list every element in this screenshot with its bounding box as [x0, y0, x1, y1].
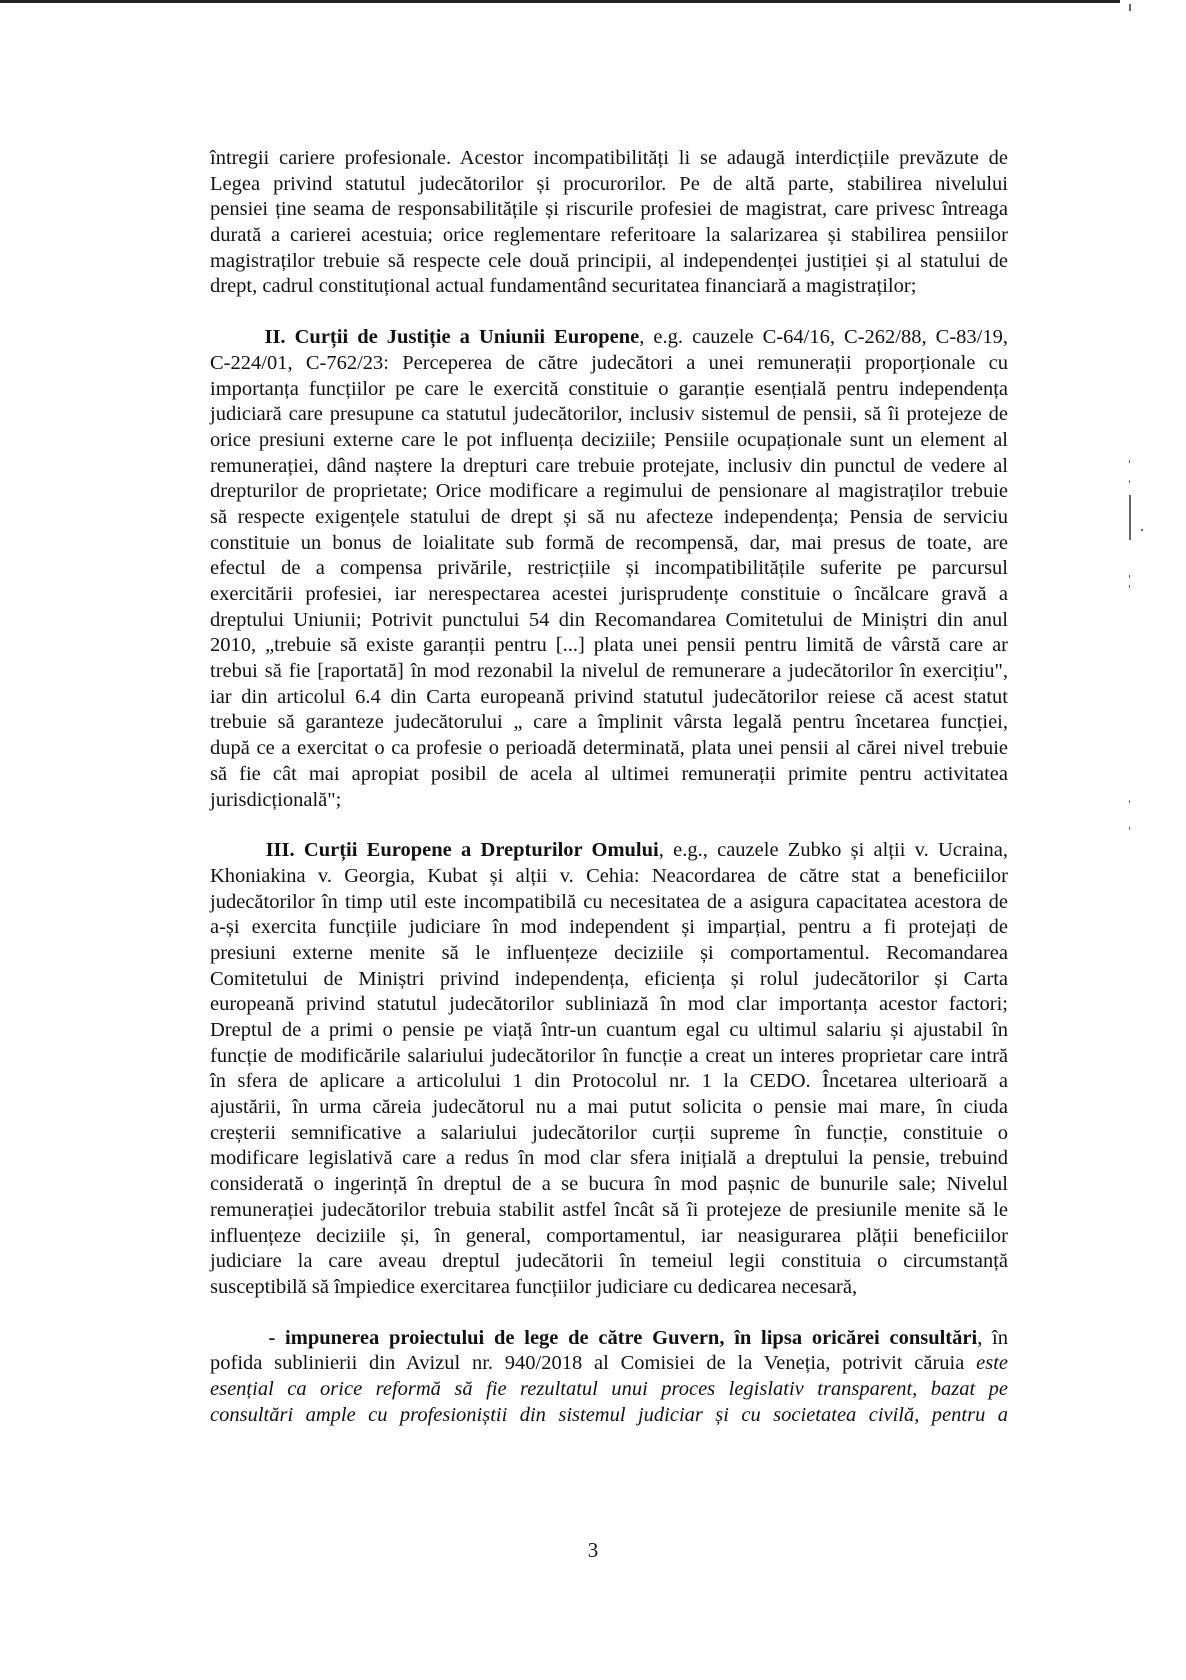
text-line: susceptibilă să împiedice exercitarea funcțiilor judiciare cu dedicarea necesară, — [210, 1275, 858, 1298]
bullet-heading-line — [210, 1326, 1008, 1352]
text-line: să respecte exigențele statului de drept și să nu afecteze independența; Pensia de serviciu — [210, 505, 1008, 528]
text-line: iar din articolul 6.4 din Carta europeană privind statutul judecătorilor reiese că acest statut — [210, 685, 1008, 708]
text-line — [210, 1351, 1008, 1377]
text-line: a-și exercita funcțiile judiciare în mod independent și imparțial, pentru a fi protejați de — [210, 916, 1008, 939]
scan-margin-mark — [1129, 480, 1130, 483]
scan-margin-mark — [1129, 827, 1130, 830]
section-heading: III. Curții Europene a Drepturilor Omului — [265, 839, 659, 862]
text-line: judecătorilor în timp util este incompatibilă cu necesitatea de a asigura capacitatea acestora de — [210, 890, 1008, 913]
italic-quote-line: consultări ample cu profesioniștii din sistemul judiciar și cu societatea civilă, pentru a — [210, 1403, 1008, 1426]
text-line: Legea privind statutul judecătorilor și procurorilor. Pe de altă parte, stabilirea nivelului — [210, 172, 1008, 195]
scan-margin-mark — [1141, 529, 1143, 531]
text-line: exercitării profesiei, iar nerespectarea acestei jurisprudențe constituie o încălcare gravă a — [210, 583, 1008, 605]
section-heading: II. Curții de Justiție a Uniunii Europene — [264, 326, 640, 349]
text-line: drept, cadrul constituțional actual fundamentând securitatea financiară a magistraților; — [210, 275, 917, 298]
scan-margin-mark — [1129, 575, 1130, 578]
text-line: funcție de modificările salariului judecătorilor în funcție a creat un interes proprietar care intră — [210, 1044, 1008, 1067]
text-line: modificare legislativă care a redus în mod clar sfera inițială a dreptului la pensie, trebuind — [210, 1147, 1008, 1170]
italic-quote-line: esențial ca orice reformă să fie rezultatul unui proces legislativ transparent, bazat pe — [210, 1377, 1008, 1400]
text-line: să fie cât mai apropiat posibil de acela al ultimei remunerații primite pentru activitatea — [210, 762, 1008, 785]
text-line: 2010, „trebuie să existe garanții pentru [...] plata unei pensii pentru limită de vârstă care ar — [210, 634, 1008, 657]
text-line: C-224/01, C-762/23: Perceperea de către judecători a unei remunerații proporționale cu — [210, 351, 1008, 374]
text-line: magistraților trebuie să respecte cele două principii, al independenței justiției și al statului de — [210, 249, 1008, 272]
section-cedo — [210, 838, 1008, 1300]
text-line: Khoniakina v. Georgia, Kubat și alții v. Cehia: Neacordarea de către stat a beneficiilor — [210, 864, 1008, 887]
text-line: europeană privind statutul judecătorilor subliniază în mod clar importanța acestor factori; — [210, 993, 1008, 1016]
text-line: ajustării, în urma căreia judecătorul nu a mai putut solicita o pensie mai mare, în ciuda — [210, 1096, 1008, 1119]
paragraph-intro — [210, 146, 1008, 300]
bullet-indent — [210, 1327, 268, 1349]
text-line: trebui să fie [raportată] în mod rezonabil la nivelul de remunerare a judecătorilor în exercițiu", — [210, 660, 1008, 683]
bullet-heading-rest: , în — [977, 1326, 1009, 1349]
text-line: Comitetului de Miniștri privind independența, eficiența și rolul judecătorilor și Carta — [210, 967, 1008, 990]
text-line: influențeze deciziile și, în general, comportamentul, iar neasigurarea plății beneficiilor — [210, 1224, 1008, 1247]
text-line: constituie un bonus de loialitate sub formă de recompensă, dar, mai presus de toate, are — [210, 531, 1008, 554]
section-heading-indent — [210, 326, 264, 348]
text-line: orice presiuni externe care le pot influența deciziile; Pensiile ocupaționale sunt un element al — [210, 428, 1008, 451]
section-heading-indent — [210, 839, 266, 861]
text-line: pensiei ține seama de responsabilitățile și riscurile profesiei de magistrat, care privesc întreaga — [210, 198, 1008, 221]
text-line: efectul de a compensa privările, restricțiile și incompatibilitățile suferite pe parcursul — [210, 557, 1008, 580]
text-line: remunerației, dând naștere la drepturi care trebuie protejate, inclusiv din punctul de vedere al — [210, 454, 1008, 477]
text-line: Dreptul de a primi o pensie pe viață într-un cuantum egal cu ultimul salariu și ajustabil în — [210, 1019, 1008, 1041]
text-line: durată a carierei acestuia; orice reglementare referitoare la salarizarea și stabilirea pensiilor — [210, 224, 1008, 247]
scan-margin-mark — [1129, 800, 1130, 803]
section-heading-line — [210, 325, 1008, 351]
text-line: dreptului Uniunii; Potrivit punctului 54 din Recomandarea Comitetului de Miniștri din anul — [210, 608, 1008, 631]
text-line: trebuie să garanteze judecătorului „ care a împlinit vârsta legală pentru încetarea funcției, — [210, 711, 1008, 734]
text-line: drepturilor de proprietate; Orice modificare a regimului de pensionare al magistraților trebuie — [210, 480, 1008, 503]
section-cjue — [210, 325, 1008, 813]
section-heading-line — [210, 838, 1008, 864]
text-line: în sfera de aplicare a articolului 1 din Protocolul nr. 1 la CEDO. Încetarea ulterioară a — [210, 1070, 1008, 1093]
scan-margin-mark — [1129, 495, 1131, 540]
section-heading-rest: , e.g., cauzele Zubko și alții v. Ucraina, — [658, 839, 1008, 862]
text-line: judiciare la care aveau dreptul judecătorii în temeiul legii constituia o circumstanță — [210, 1250, 1008, 1273]
text-segment: pofida sublinierii din Avizul nr. 940/2018 al Comisiei de la Veneția, potrivit căruia — [210, 1352, 965, 1375]
text-line: creșterii semnificative a salariului judecătorilor curții supreme în funcție, constituie o — [210, 1121, 1008, 1144]
text-line: jurisdicțională"; — [210, 788, 342, 811]
bullet-consultation — [210, 1326, 1008, 1429]
section-heading-rest: , e.g. cauzele C-64/16, C-262/88, C-83/19, — [639, 326, 1008, 349]
scan-margin-mark — [1129, 4, 1131, 11]
page-number: 3 — [587, 1538, 599, 1562]
text-line: remunerației judecătorilor trebuia stabilit astfel încât să îi protejeze de presiunile menite să le — [210, 1198, 1008, 1221]
text-line: importanța funcțiilor pe care le exercită constituie o garanție esențială pentru independența — [210, 377, 1008, 400]
document-body — [210, 146, 1008, 1428]
scan-top-edge — [0, 0, 1120, 3]
bullet-heading: - impunerea proiectului de lege de către Guvern, în lipsa oricărei consultări — [268, 1326, 978, 1349]
text-line: considerată o ingerință în dreptul de a se bucura în mod pașnic de bunurile sale; Nivelul — [210, 1173, 1008, 1196]
text-line: întregii cariere profesionale. Acestor incompatibilități li se adaugă interdicțiile prevăzute de — [210, 147, 1008, 169]
scan-margin-mark — [1129, 585, 1130, 588]
italic-segment: este — [964, 1352, 1008, 1375]
scan-margin-mark — [1129, 460, 1130, 463]
text-line: judiciară care presupune ca statutul judecătorilor, inclusiv sistemul de pensii, să îi protejeze de — [210, 403, 1008, 426]
text-line: după ce a exercitat o ca profesie o perioadă determinată, plata unei pensii al cărei nivel trebuie — [210, 737, 1008, 760]
text-line: presiuni externe menite să le influențeze deciziile și comportamentul. Recomandarea — [210, 941, 1008, 964]
